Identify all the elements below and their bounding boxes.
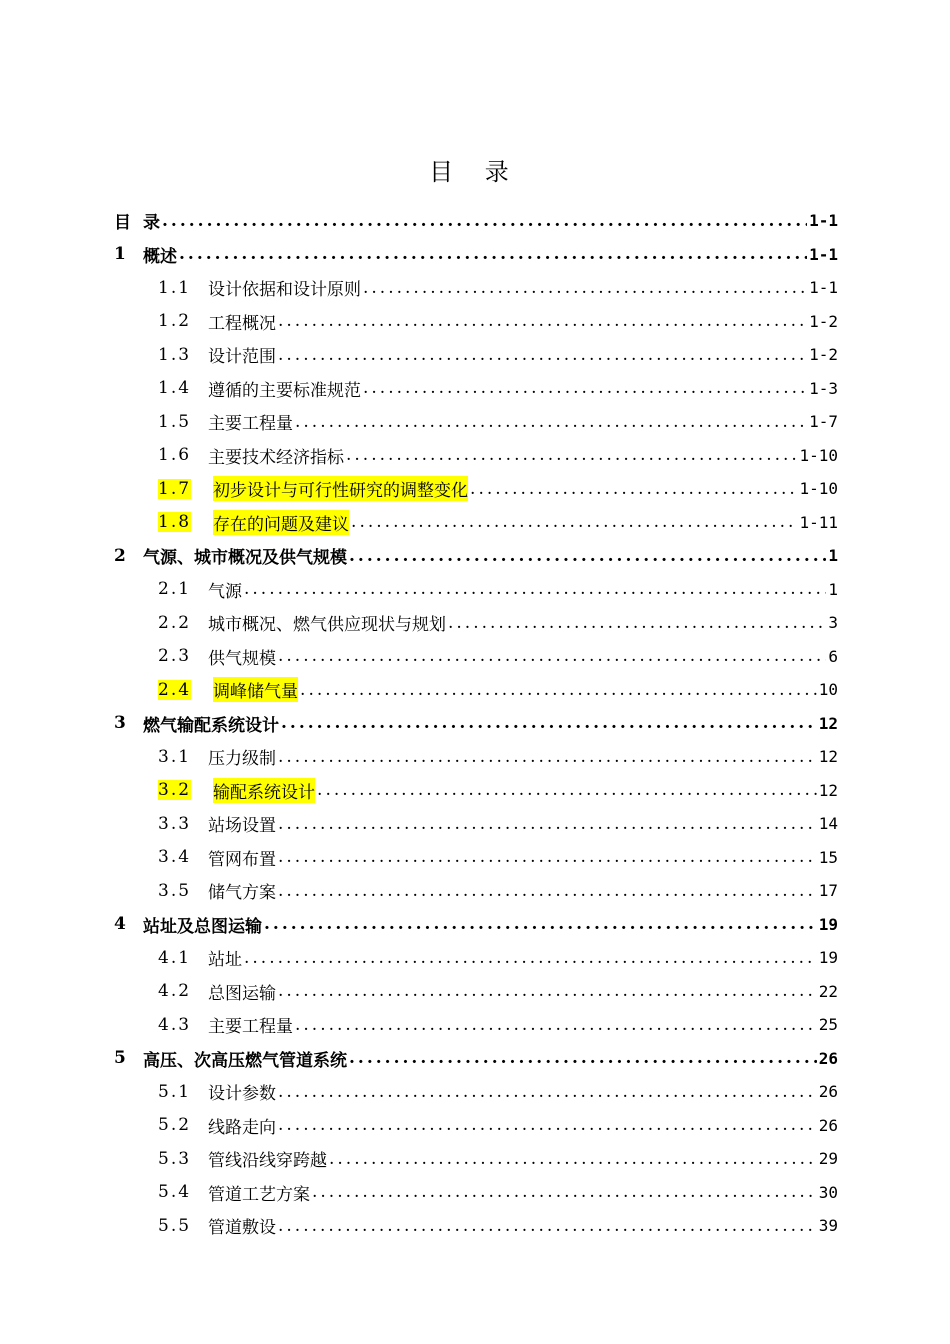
toc-dot-leader	[363, 278, 807, 298]
toc-page-number: 3	[828, 613, 838, 633]
toc-entry-title: 管道工艺方案	[208, 1184, 310, 1205]
toc-page-number: 26	[818, 1082, 838, 1102]
toc-entry-number: 3	[114, 713, 126, 734]
toc-page-number: 1-1	[809, 211, 838, 231]
toc-page-number: 1-1	[809, 244, 838, 264]
toc-page-number: 1-1	[809, 278, 838, 298]
toc-section-entry[interactable]	[114, 271, 838, 305]
toc-page-number: 1-2	[809, 345, 838, 365]
toc-entry-number: 3.1	[158, 746, 192, 767]
toc-page-number: 12	[818, 713, 838, 733]
toc-entry-title: 设计范围	[208, 347, 276, 368]
toc-entry-number: 1.1	[158, 277, 192, 298]
toc-page-number: 1-3	[809, 378, 838, 398]
toc-dot-leader	[278, 1082, 817, 1102]
toc-dot-leader	[448, 613, 826, 633]
toc-section-entry[interactable]	[114, 472, 838, 506]
toc-entry-number: 1.3	[158, 344, 192, 365]
toc-section-entry[interactable]	[114, 1209, 838, 1243]
toc-dot-leader	[264, 914, 817, 934]
toc-section-entry[interactable]	[114, 807, 838, 841]
toc-section-entry[interactable]	[114, 439, 838, 473]
toc-section-entry[interactable]	[114, 841, 838, 875]
toc-page-number: 12	[818, 747, 838, 767]
toc-entry-number: 2	[114, 545, 126, 566]
toc-chapter-entry[interactable]	[114, 707, 838, 741]
toc-page-number: 17	[818, 881, 838, 901]
toc-page-number: 22	[818, 981, 838, 1001]
toc-page-number: 19	[818, 948, 838, 968]
toc-dot-leader	[300, 680, 817, 700]
toc-page-number: 15	[818, 847, 838, 867]
toc-dot-leader	[278, 1216, 817, 1236]
toc-entry-title: 主要技术经济指标	[208, 447, 344, 468]
toc-section-entry[interactable]	[114, 1008, 838, 1042]
toc-dot-leader	[278, 345, 807, 365]
toc-section-entry[interactable]	[114, 740, 838, 774]
toc-section-entry[interactable]	[114, 405, 838, 439]
toc-dot-leader	[162, 211, 807, 231]
page-title: 目 录	[429, 158, 521, 186]
toc-entry-number: 3.5	[158, 880, 192, 901]
toc-entry-title: 高压、次高压燃气管道系统	[143, 1050, 347, 1071]
toc-entry-number: 3.4	[158, 847, 192, 868]
toc-entry-title: 概述	[143, 246, 177, 267]
toc-entry-number: 1.2	[158, 311, 192, 332]
toc-entry-title: 管线沿线穿跨越	[208, 1151, 327, 1172]
toc-entry-number: 5.2	[158, 1115, 192, 1136]
toc-entry-number: 目	[114, 213, 131, 234]
toc-entry-title: 主要工程量	[208, 1017, 293, 1038]
toc-entry-number: 5	[114, 1048, 126, 1069]
toc-section-entry[interactable]	[114, 1109, 838, 1143]
toc-dot-leader	[295, 412, 807, 432]
toc-dot-leader	[312, 1182, 817, 1202]
toc-entry-title: 输配系统设计	[213, 778, 315, 803]
toc-dot-leader	[278, 881, 817, 901]
toc-page-number: 1	[828, 579, 838, 599]
toc-entry-title: 录	[143, 213, 160, 234]
toc-entry-number: 5.1	[158, 1081, 192, 1102]
toc-entry-title: 供气规模	[208, 648, 276, 669]
toc-entry-number: 2.1	[158, 579, 192, 600]
toc-dot-leader	[351, 512, 797, 532]
toc-entry-number: 2.4	[158, 679, 192, 700]
toc-section-entry[interactable]	[114, 774, 838, 808]
toc-entry-title: 总图运输	[208, 983, 276, 1004]
toc-dot-leader	[278, 646, 826, 666]
toc-dot-leader	[278, 981, 817, 1001]
toc-entry-title: 储气方案	[208, 883, 276, 904]
toc-page-number: 26	[818, 1115, 838, 1135]
toc-entry-title: 设计参数	[208, 1084, 276, 1105]
toc-section-entry[interactable]	[114, 941, 838, 975]
toc-entry-title: 气源	[208, 581, 242, 602]
toc-page-number: 1-2	[809, 311, 838, 331]
toc-entry-title: 管道敷设	[208, 1218, 276, 1239]
toc-dot-leader	[329, 1149, 817, 1169]
toc-dot-leader	[346, 445, 797, 465]
toc-section-entry[interactable]	[114, 1075, 838, 1109]
toc-entry-title: 气源、城市概况及供气规模	[143, 548, 347, 569]
toc-page-number: 10	[818, 680, 838, 700]
toc-entry-number: 5.5	[158, 1215, 192, 1236]
toc-entry-number: 3.2	[158, 780, 192, 801]
toc-page-number: 39	[818, 1216, 838, 1236]
toc-entry-title: 遵循的主要标准规范	[208, 380, 361, 401]
toc-entry-number: 4.2	[158, 981, 192, 1002]
toc-dot-leader	[278, 814, 817, 834]
toc-section-entry[interactable]	[114, 975, 838, 1009]
toc-entry-title: 存在的问题及建议	[213, 510, 349, 535]
toc-chapter-entry[interactable]	[114, 908, 838, 942]
toc-entry-title: 站址	[208, 950, 242, 971]
toc-entry-title: 主要工程量	[208, 414, 293, 435]
toc-entry-number: 1.4	[158, 378, 192, 399]
toc-entry-title: 城市概况、燃气供应现状与规划	[208, 615, 446, 636]
toc-section-entry[interactable]	[114, 338, 838, 372]
toc-page-number: 29	[818, 1149, 838, 1169]
toc-section-entry[interactable]	[114, 506, 838, 540]
toc-section-entry[interactable]	[114, 372, 838, 406]
toc-dot-leader	[295, 1015, 817, 1035]
toc-section-entry[interactable]	[114, 305, 838, 339]
toc-entry-title: 燃气输配系统设计	[143, 715, 279, 736]
toc-entry-title: 站场设置	[208, 816, 276, 837]
toc-entry-title: 管网布置	[208, 849, 276, 870]
toc-section-entry[interactable]	[114, 1142, 838, 1176]
toc-section-entry[interactable]	[114, 1176, 838, 1210]
toc-entry-title: 压力级制	[208, 749, 276, 770]
toc-entry-number: 1.5	[158, 411, 192, 432]
toc-entry-title: 站址及总图运输	[143, 916, 262, 937]
toc-chapter-entry[interactable]	[114, 1042, 838, 1076]
toc-section-entry[interactable]	[114, 606, 838, 640]
toc-entry-number: 5.3	[158, 1148, 192, 1169]
toc-page-number: 1-11	[799, 512, 838, 532]
toc-entry-title: 初步设计与可行性研究的调整变化	[213, 476, 468, 501]
toc-entry-number: 2.3	[158, 646, 192, 667]
toc-page-number: 12	[818, 780, 838, 800]
toc-entry-number: 4.3	[158, 1014, 192, 1035]
toc-dot-leader	[278, 747, 817, 767]
toc-page-number: 1-10	[799, 445, 838, 465]
toc-section-entry[interactable]	[114, 573, 838, 607]
toc-page-number: 30	[818, 1182, 838, 1202]
toc-dot-leader	[470, 479, 797, 499]
toc-page-number: 1-10	[799, 479, 838, 499]
toc-entry-title: 工程概况	[208, 313, 276, 334]
toc-dot-leader	[244, 579, 826, 599]
toc-entry-number: 3.3	[158, 813, 192, 834]
toc-entry-title: 调峰储气量	[213, 677, 298, 702]
toc-entry-number: 4	[114, 914, 126, 935]
toc-page-number: 19	[818, 914, 838, 934]
toc-chapter-entry[interactable]	[114, 204, 838, 238]
toc-dot-leader	[363, 378, 807, 398]
toc-entry-number: 1.8	[158, 512, 192, 533]
toc-page-number: 14	[818, 814, 838, 834]
table-of-contents	[114, 204, 838, 1243]
toc-dot-leader	[278, 847, 817, 867]
toc-dot-leader	[349, 1048, 817, 1068]
toc-page-number: 1-7	[809, 412, 838, 432]
toc-page-number: 25	[818, 1015, 838, 1035]
toc-dot-leader	[278, 311, 807, 331]
toc-dot-leader	[317, 780, 817, 800]
toc-entry-number: 1.7	[158, 478, 192, 499]
toc-page-number: 26	[818, 1048, 838, 1068]
toc-entry-number: 4.1	[158, 947, 192, 968]
toc-entry-title: 设计依据和设计原则	[208, 280, 361, 301]
toc-entry-number: 1	[114, 244, 126, 265]
toc-chapter-entry[interactable]	[114, 539, 838, 573]
toc-dot-leader	[278, 1115, 817, 1135]
toc-entry-title: 线路走向	[208, 1117, 276, 1138]
toc-page-number: 1	[828, 546, 838, 566]
toc-page-number: 6	[828, 646, 838, 666]
toc-entry-number: 2.2	[158, 612, 192, 633]
toc-section-entry[interactable]	[114, 874, 838, 908]
toc-dot-leader	[179, 244, 807, 264]
toc-dot-leader	[349, 546, 826, 566]
toc-entry-number: 5.4	[158, 1182, 192, 1203]
toc-section-entry[interactable]	[114, 640, 838, 674]
toc-section-entry[interactable]	[114, 673, 838, 707]
toc-entry-number: 1.6	[158, 445, 192, 466]
toc-chapter-entry[interactable]	[114, 238, 838, 272]
toc-dot-leader	[244, 948, 817, 968]
toc-dot-leader	[281, 713, 817, 733]
